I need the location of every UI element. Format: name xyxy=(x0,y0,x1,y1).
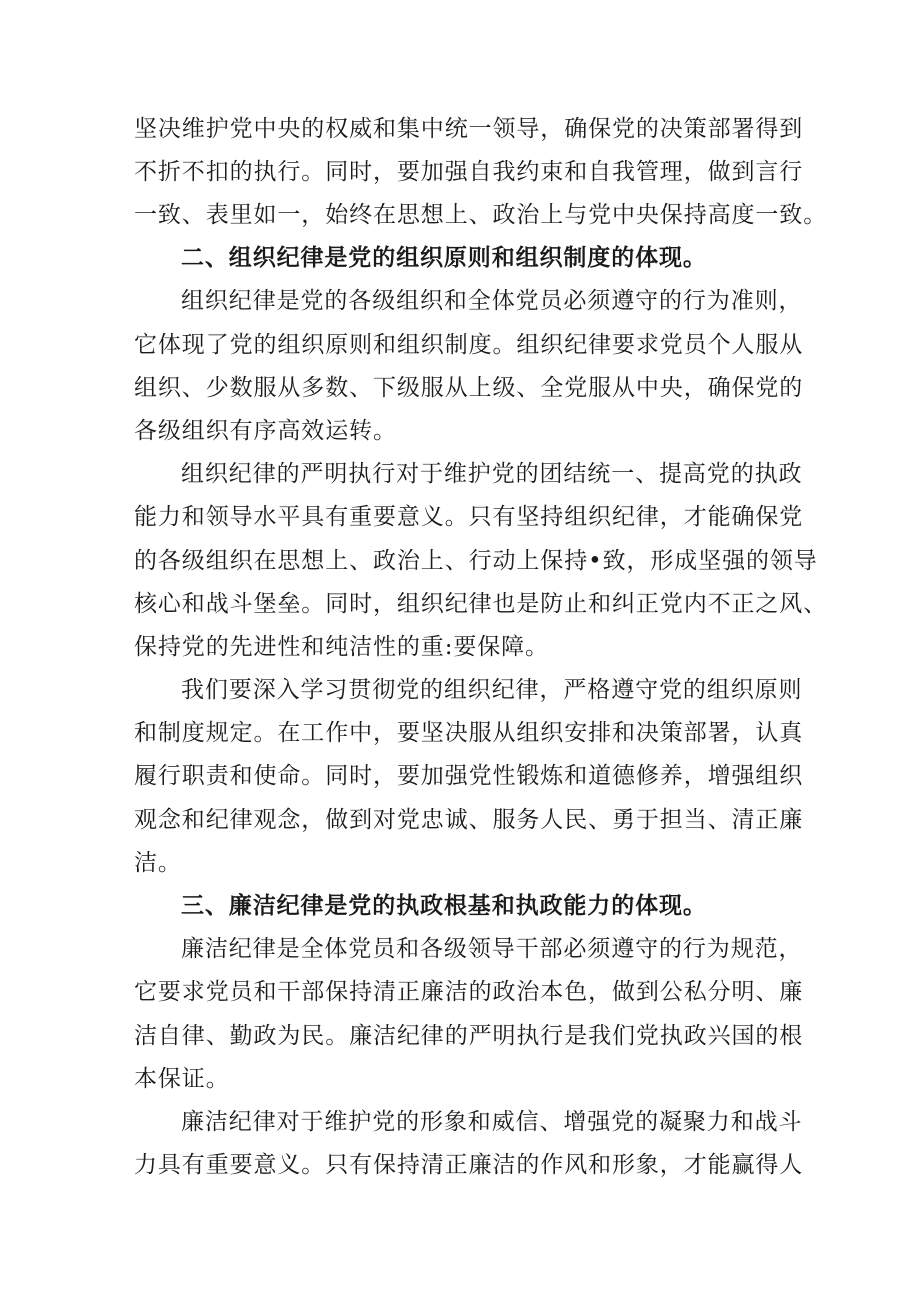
paragraph-line: 力具有重要意义。只有保持清正廉洁的作风和形象，才能赢得人 xyxy=(134,1152,804,1178)
section-heading: 二、组织纪律是党的组织原则和组织制度的体现。 xyxy=(181,244,707,271)
paragraph-line: 的各级组织在思想上、政治上、行动上保持•致，形成坚强的领导 xyxy=(134,548,818,574)
paragraph-line: 一致、表里如一，始终在思想上、政治上与党中央保持高度一致。 xyxy=(134,202,828,228)
paragraph-line: 核心和战斗堡垒。同时，组织纪律也是防止和纠正党内不正之风、 xyxy=(134,591,828,617)
paragraph-line: 和制度规定。在工作中，要坚决服从组织安排和决策部署，认真 xyxy=(134,720,804,746)
paragraph-line: 组织纪律是党的各级组织和全体党员必须遵守的行为准则， xyxy=(181,288,803,314)
paragraph-line: 能力和领导水平具有重要意义。只有坚持组织纪律，才能确保党 xyxy=(134,504,804,530)
paragraph-line: 廉洁纪律对于维护党的形象和威信、增强党的凝聚力和战斗 xyxy=(181,1109,803,1135)
paragraph-line: 廉洁纪律是全体党员和各级领导干部必须遵守的行为规范， xyxy=(181,936,803,962)
paragraph-line: 组织、少数服从多数、下级服从上级、全党服从中央，确保党的 xyxy=(134,375,804,401)
paragraph-line: 观念和纪律观念，做到对党忠诚、服务人民、勇于担当、清正廉 xyxy=(134,807,804,833)
paragraph-line: 它要求党员和干部保持清正廉洁的政治本色，做到公私分明、廉 xyxy=(134,979,804,1005)
paragraph-line: 洁自律、勤政为民。廉洁纪律的严明执行是我们党执政兴国的根 xyxy=(134,1023,804,1049)
paragraph-line: 保持党的先进性和纯洁性的重:要保障。 xyxy=(134,634,549,660)
paragraph-line: 我们要深入学习贯彻党的组织纪律，严格遵守党的组织原则 xyxy=(181,677,803,703)
paragraph-line: 它体现了党的组织原则和组织制度。组织纪律要求党员个人服从 xyxy=(134,332,804,358)
section-heading: 三、廉洁纪律是党的执政根基和执政能力的体现。 xyxy=(181,892,707,919)
paragraph-line: 坚决维护党中央的权威和集中统一领导，确保党的决策部署得到 xyxy=(134,116,804,142)
paragraph-line: 组织纪律的严明执行对于维护党的团结统一、提高党的执政 xyxy=(181,461,803,487)
paragraph-line: 履行职责和使命。同时，要加强党性锻炼和道德修养，增强组织 xyxy=(134,763,804,789)
paragraph-line: 洁。 xyxy=(134,850,182,876)
paragraph-line: 不折不扣的执行。同时，要加强自我约束和自我管理，做到言行 xyxy=(134,159,804,185)
paragraph-line: 各级组织有序高效运转。 xyxy=(134,418,397,444)
paragraph-line: 本保证。 xyxy=(134,1066,230,1092)
